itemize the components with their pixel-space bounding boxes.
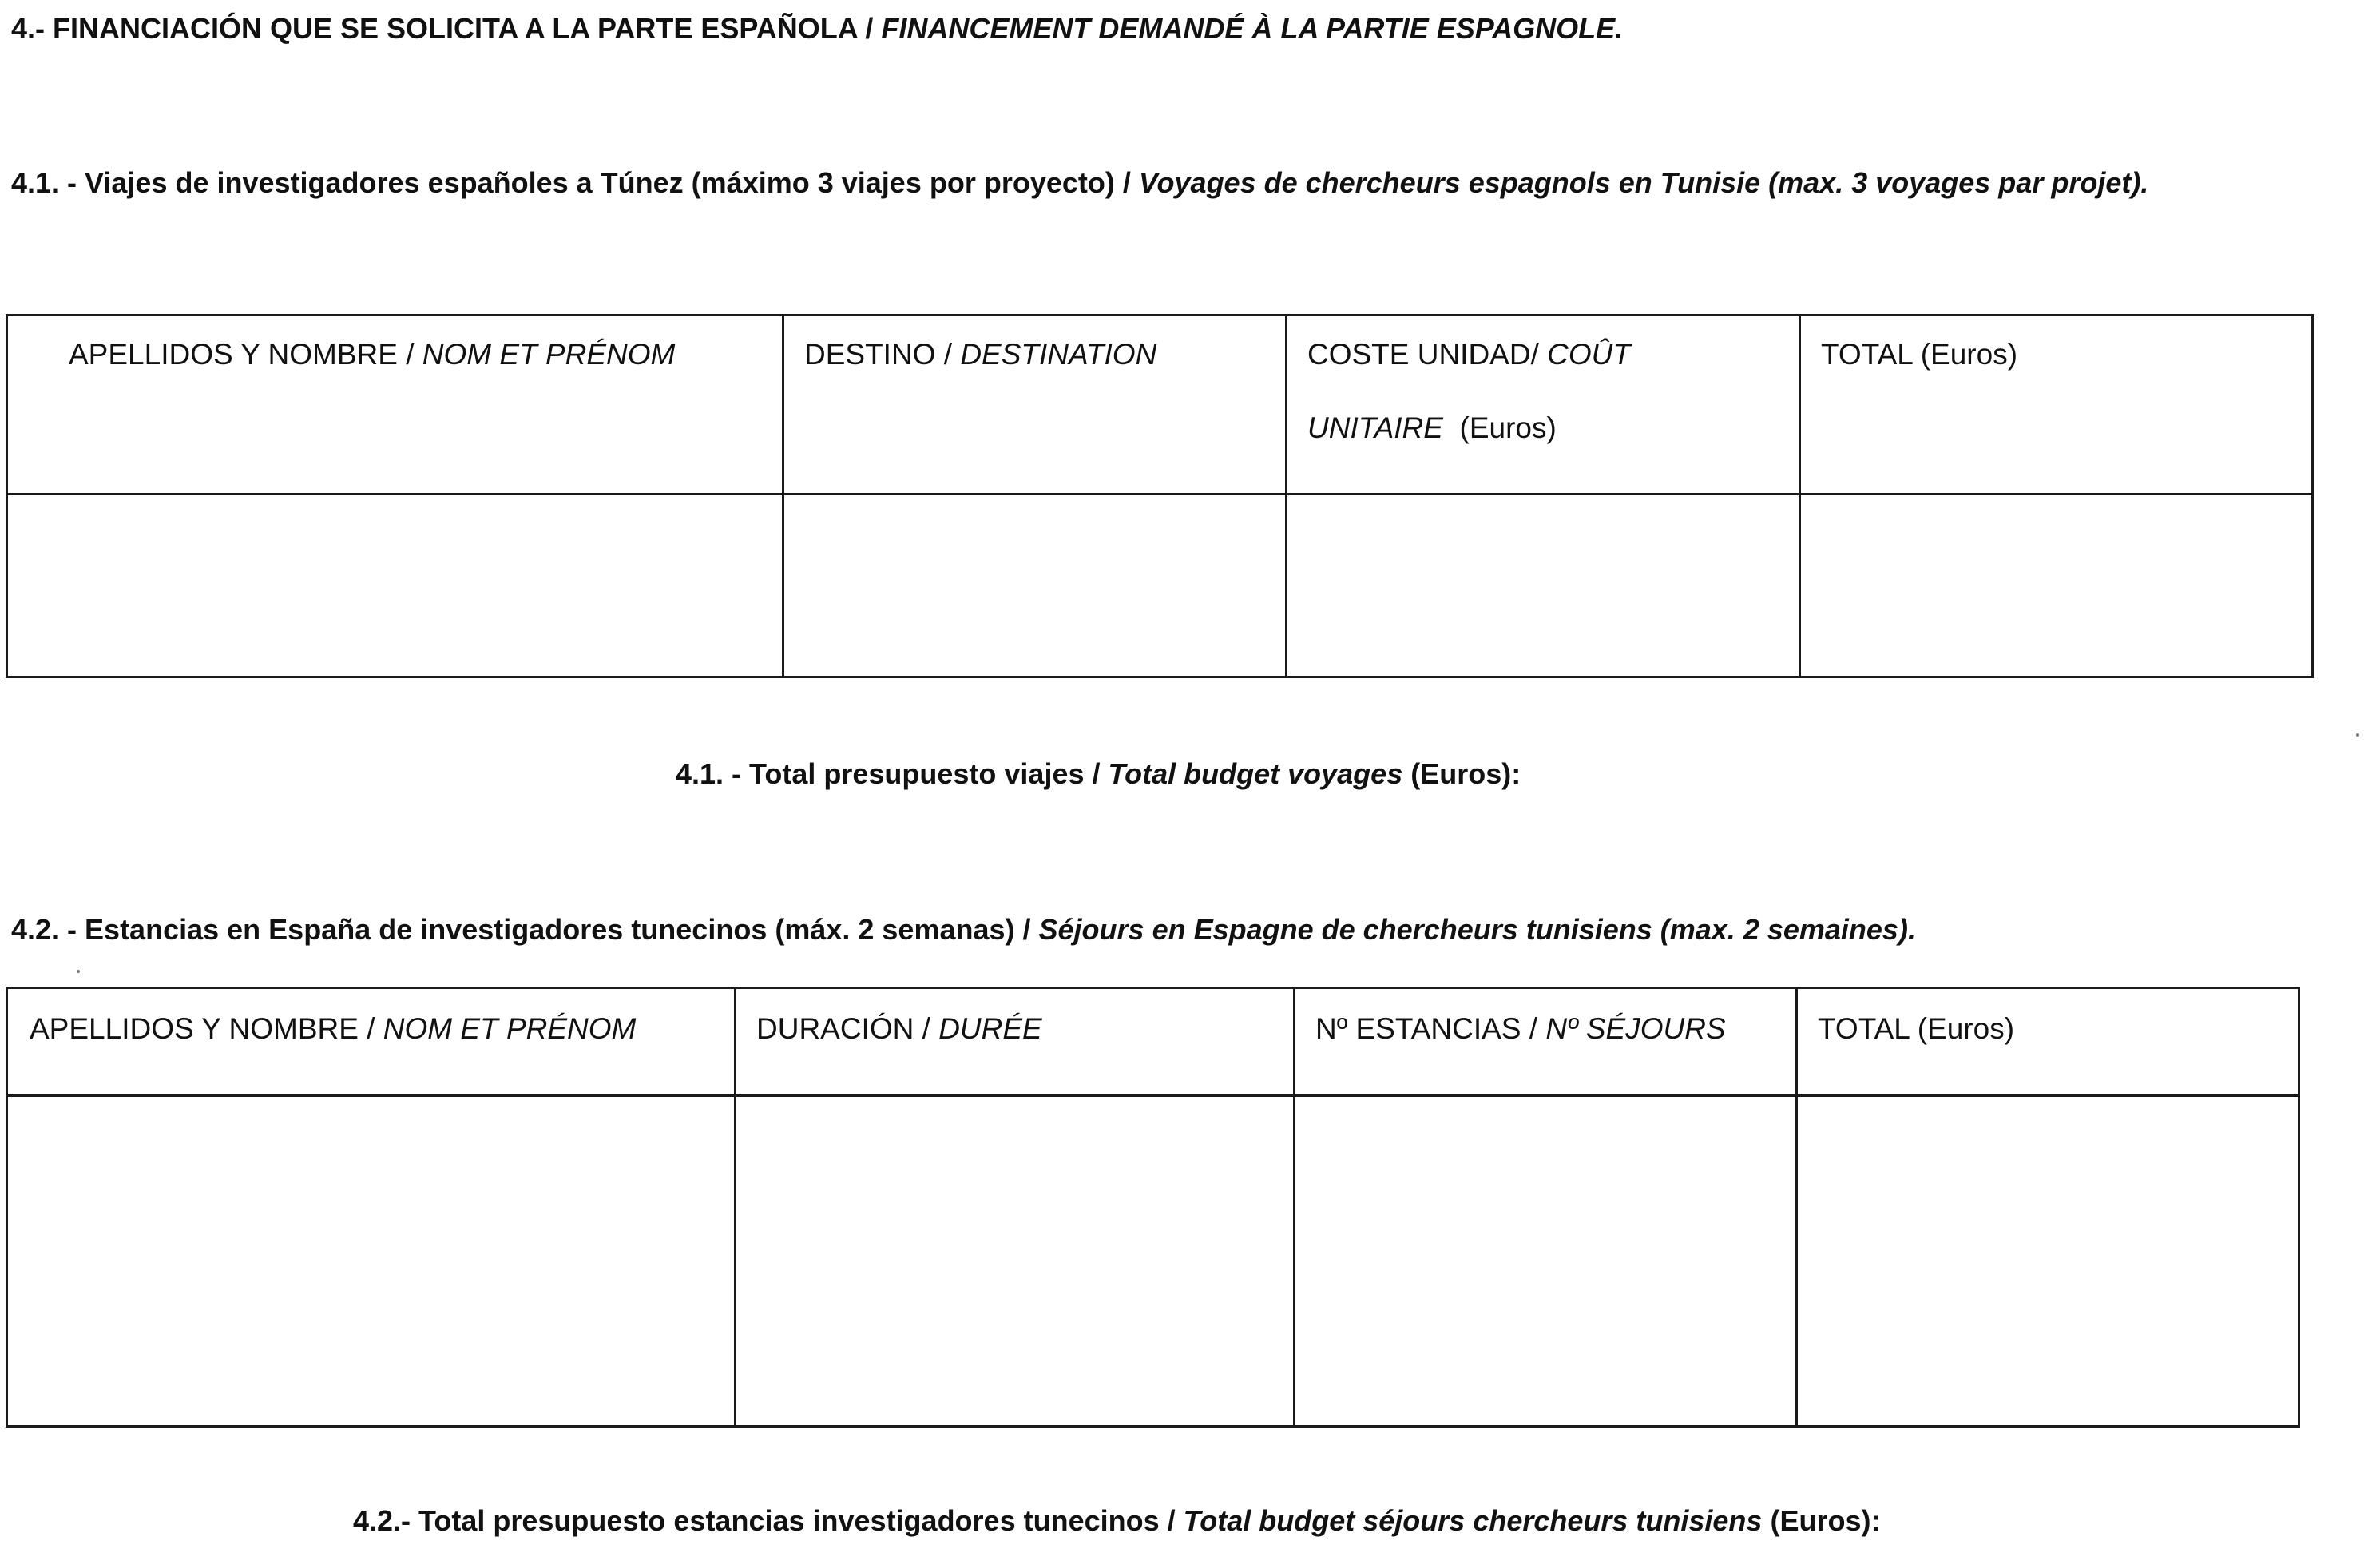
col-label-fr-2: UNITAIRE [1307,411,1443,444]
travel-total-es: 4.1. - Total presupuesto viajes / [676,757,1109,790]
travel-total-budget-label [676,757,1521,790]
scan-speck [2356,733,2359,737]
col-label-es: TOTAL (Euros) [1821,338,2018,371]
stays-total-es: 4.2.- Total presupuesto estancias investigadores tunecinos / [353,1504,1184,1537]
travel-unit-cost-input-cell[interactable] [1287,495,1801,676]
stays-total-input-cell[interactable] [1798,1097,2298,1425]
travel-col-name-header [8,316,784,495]
section-4-1-heading [11,166,2149,199]
col-label-suffix: (Euros) [1442,411,1557,444]
travel-col-total-header [1801,316,2311,495]
stays-total-fr: Total budget séjours chercheurs tunisiens [1183,1504,1763,1537]
stays-col-total-header [1798,989,2298,1097]
col-label-fr: Nº SÉJOURS [1545,1012,1726,1045]
col-label-es: DESTINO / [804,338,961,371]
col-label-es: APELLIDOS Y NOMBRE / [30,1012,383,1045]
stays-total-budget-label [353,1504,1881,1537]
section-4-2-heading [11,915,1916,944]
section-4-heading-es: 4.- FINANCIACIÓN QUE SE SOLICITA A LA PARTE ESPAÑOLA / [11,12,882,45]
stays-col-count-header [1295,989,1798,1097]
travel-col-destination-header [784,316,1287,495]
section-4-heading [11,14,1623,43]
stays-table [6,987,2300,1428]
travel-col-unit-cost-header [1287,316,1801,495]
col-label-fr: DURÉE [938,1012,1042,1045]
col-label-fr: DESTINATION [960,338,1157,371]
col-label-es: COSTE UNIDAD/ [1307,338,1548,371]
section-4-2-heading-fr: Séjours en Espagne de chercheurs tunisiens (max. 2 semaines). [1038,913,1916,946]
travel-total-suffix: (Euros): [1402,757,1521,790]
stays-duration-input-cell[interactable] [736,1097,1295,1425]
section-4-2-heading-es: 4.2. - Estancias en España de investigadores tunecinos (máx. 2 semanas) / [11,913,1039,946]
stays-col-name-header [8,989,736,1097]
travel-table [6,314,2314,678]
stays-count-input-cell[interactable] [1295,1097,1798,1425]
section-4-1-heading-es: 4.1. - Viajes de investigadores españoles a Túnez (máximo 3 viajes por proyecto) / [11,166,1139,199]
scan-speck [77,970,80,973]
section-4-heading-fr: FINANCEMENT DEMANDÉ À LA PARTIE ESPAGNOLE. [881,12,1624,45]
col-label-fr: NOM ET PRÉNOM [422,338,676,371]
section-4-1-heading-fr: Voyages de chercheurs espagnols en Tunisie (max. 3 voyages par projet). [1138,166,2149,199]
col-label-es: TOTAL (Euros) [1818,1012,2015,1045]
col-label-es: Nº ESTANCIAS / [1315,1012,1546,1045]
travel-name-input-cell[interactable] [8,495,784,676]
col-label-fr: COÛT [1547,338,1631,371]
stays-name-input-cell[interactable] [8,1097,736,1425]
col-label-es: DURACIÓN / [756,1012,939,1045]
travel-total-input-cell[interactable] [1801,495,2311,676]
col-label-fr: NOM ET PRÉNOM [383,1012,637,1045]
travel-total-fr: Total budget voyages [1108,757,1403,790]
travel-destination-input-cell[interactable] [784,495,1287,676]
stays-total-suffix: (Euros): [1762,1504,1881,1537]
stays-col-duration-header [736,989,1295,1097]
col-label-es: APELLIDOS Y NOMBRE / [69,338,422,371]
